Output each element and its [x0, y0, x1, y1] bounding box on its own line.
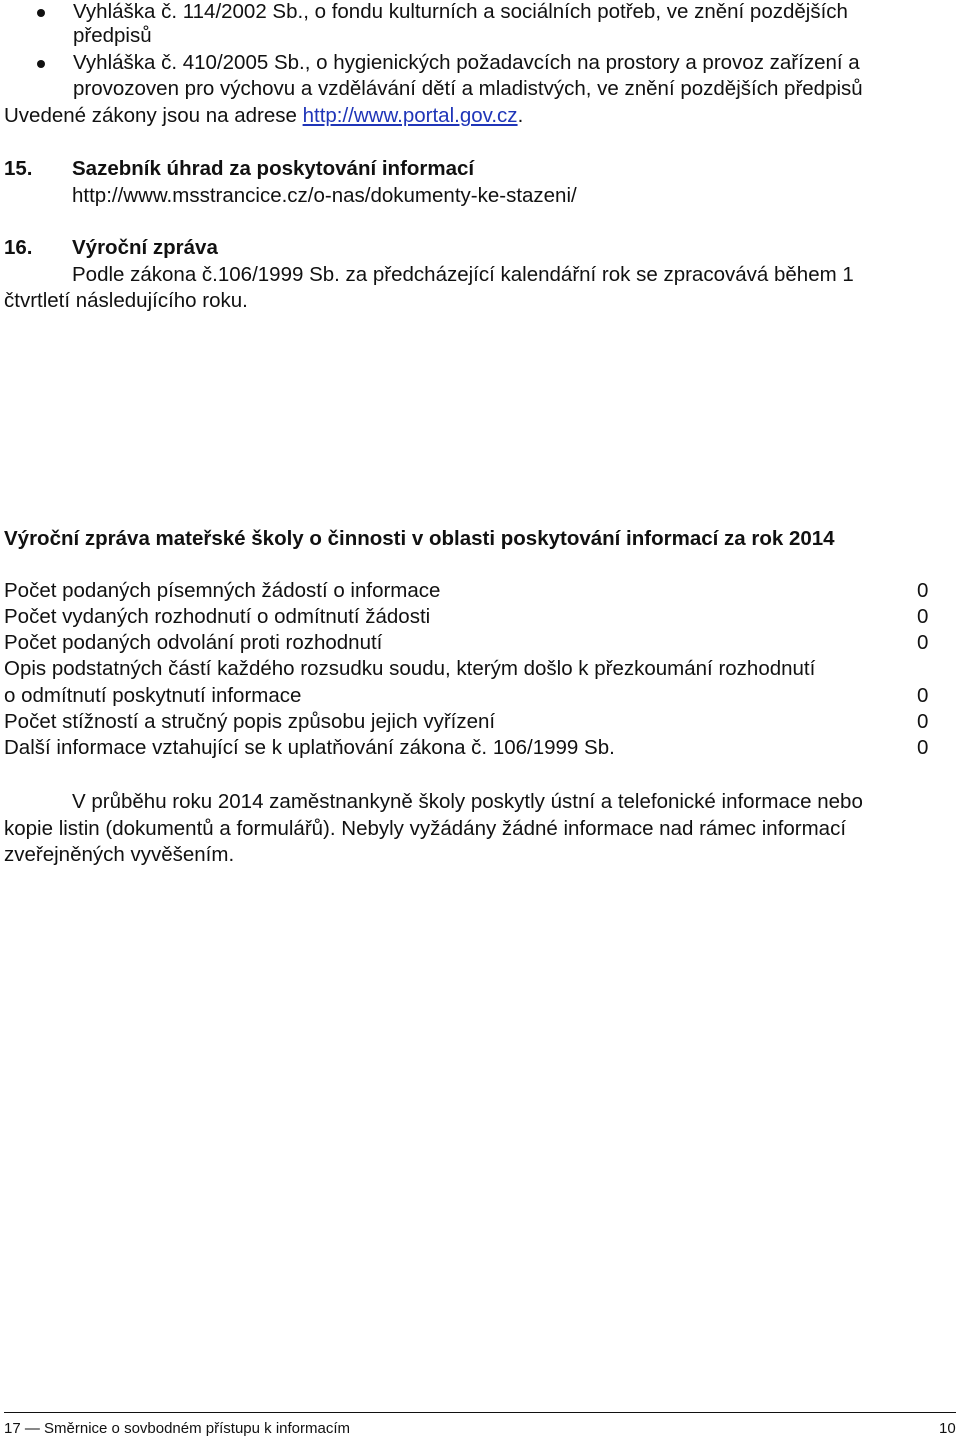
report-row-value: 0: [917, 605, 929, 628]
report-row-value: 0: [917, 631, 929, 654]
footer-page-number: 17: [4, 1420, 21, 1437]
report-heading: Výroční zpráva mateřské školy o činnosti v oblasti poskytování informací za rok 2014: [4, 527, 835, 550]
legislation-note: [4, 104, 523, 128]
section-number: 15.: [4, 157, 33, 180]
page-footer: [4, 1420, 350, 1437]
section-title: Sazebník úhrad za poskytování informací: [72, 157, 475, 180]
report-row-label: Počet podaných odvolání proti rozhodnutí: [4, 631, 383, 654]
report-row-value: 0: [917, 684, 929, 707]
report-row-label-continued: o odmítnutí poskytnutí informace: [4, 684, 302, 707]
legislation-note-suffix: .: [517, 104, 524, 127]
bullet-icon: [37, 60, 45, 68]
legislation-item-line: předpisů: [73, 24, 152, 47]
report-row-label: Další informace vztahující se k uplatňování zákona č. 106/1999 Sb.: [4, 736, 615, 759]
report-row-value: 0: [917, 736, 929, 759]
section-text: Podle zákona č.106/1999 Sb. za předcházející kalendářní rok se zpracovává během 1: [72, 263, 854, 286]
legislation-note-prefix: Uvedené zákony jsou na adrese: [4, 104, 303, 127]
closing-text: V průběhu roku 2014 zaměstnankyně školy poskytly ústní a telefonické informace nebo: [72, 790, 863, 813]
footer-divider: [4, 1412, 956, 1413]
section-title: Výroční zpráva: [72, 236, 218, 259]
report-row-value: 0: [917, 579, 929, 602]
closing-text: zveřejněných vyvěšením.: [4, 843, 235, 866]
footer-page-index: 10: [939, 1420, 956, 1437]
bullet-icon: [37, 9, 45, 17]
report-row-value: 0: [917, 710, 929, 733]
section-url[interactable]: http://www.msstrancice.cz/o-nas/dokumenty-ke-stazeni/: [72, 184, 577, 207]
legislation-item-line: Vyhláška č. 410/2005 Sb., o hygienických požadavcích na prostory a provoz zařízení a: [73, 51, 860, 74]
footer-title: Směrnice o sovbodném přístupu k informacím: [44, 1420, 350, 1437]
footer-separator: —: [24, 1420, 40, 1437]
report-row-label: Počet stížností a stručný popis způsobu jejich vyřízení: [4, 710, 496, 733]
report-row-label: Počet podaných písemných žádostí o informace: [4, 579, 441, 602]
legislation-item-line: Vyhláška č. 114/2002 Sb., o fondu kulturních a sociálních potřeb, ve znění pozdějších: [73, 0, 848, 23]
report-row-label: Opis podstatných částí každého rozsudku soudu, kterým došlo k přezkoumání rozhodnutí: [4, 657, 816, 680]
legislation-item-line: provozoven pro výchovu a vzdělávání dětí a mladistvých, ve znění pozdějších předpisů: [73, 77, 863, 100]
closing-text: kopie listin (dokumentů a formulářů). Nebyly vyžádány žádné informace nad rámec informací: [4, 817, 847, 840]
portal-link[interactable]: http://www.portal.gov.cz: [302, 104, 518, 127]
section-text: čtvrtletí následujícího roku.: [4, 289, 248, 312]
section-number: 16.: [4, 236, 33, 259]
report-row-label: Počet vydaných rozhodnutí o odmítnutí žádosti: [4, 605, 431, 628]
